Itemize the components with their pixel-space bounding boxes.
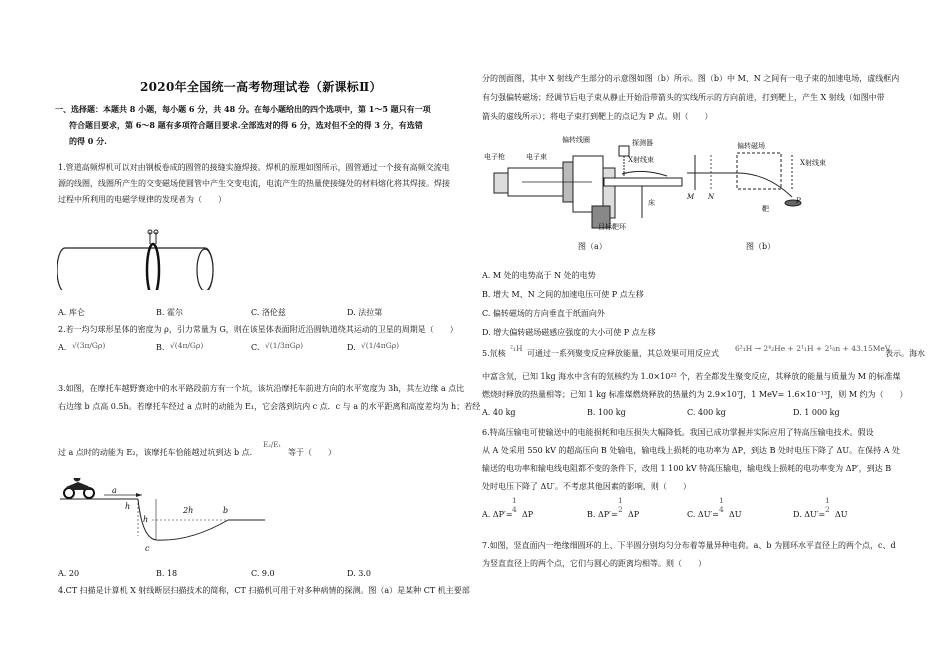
section-heading-line2: 符合题目要求，第 6～8 题有多项符合题目要求.全部选对的得 6 分，选对但不全的得 3 分，有选错 bbox=[69, 120, 423, 130]
q5-stem-start: 5.氘核 bbox=[482, 349, 506, 358]
q5-nuclide: ²₁H bbox=[510, 344, 523, 353]
fig-b-P-label: P bbox=[796, 197, 801, 205]
q4-option-d[interactable]: D. 增大偏转磁场磁感应强度的大小可使 P 点左移 bbox=[482, 328, 656, 337]
q6-line3: 输送的电功率和输电线电阻都不变的条件下，改用 1 100 kV 特高压输电，输电线上损耗的电功率变为 ΔP′，到达 B bbox=[482, 464, 892, 473]
q6-frac-c: 1 4 bbox=[719, 496, 724, 514]
fig-a-detector-label: 探测器 bbox=[632, 139, 653, 147]
q2-formula-c: √(1/3πGρ) bbox=[265, 341, 304, 350]
q3-line1: 3.如图，在摩托车越野赛途中的水平路段前方有一个坑，该坑沿摩托车前进方向的水平宽度为 3h，其左边缘 a 点比 bbox=[58, 384, 465, 393]
q3-option-d[interactable]: D. 3.0 bbox=[347, 569, 371, 578]
q2-option-b[interactable]: B. bbox=[156, 343, 165, 352]
q5-option-d[interactable]: D. 1 000 kg bbox=[793, 408, 840, 417]
fig-b-field-label: 偏转磁场 bbox=[737, 142, 765, 150]
page-title: 2020年全国统一高考物理试卷（新课标Ⅱ） bbox=[140, 80, 382, 94]
motorcycle-icon bbox=[64, 478, 94, 498]
fig-label-h1: h bbox=[125, 502, 131, 511]
ct-figure-b bbox=[687, 145, 827, 215]
q6-option-a-unit: ΔP bbox=[522, 510, 534, 519]
fig-a-coil-label: 偏转线圈 bbox=[562, 136, 590, 144]
q5-line4: 中富含氘，已知 1kg 海水中含有的氘核约为 1.0×10²² 个，若全都发生聚变反应，其释放的能量与质量为 M 的标准煤 bbox=[482, 372, 901, 381]
q7-line2: 为竖直直径上的两个点，它们与圆心的距离均相等。则（ ） bbox=[482, 559, 706, 568]
q2-option-d[interactable]: D. bbox=[347, 343, 356, 352]
fig-a-gun-label: 电子枪 bbox=[484, 153, 505, 161]
q2-option-a[interactable]: A. bbox=[58, 343, 67, 352]
q4-option-b[interactable]: B. 增大 M、N 之间的加速电压可使 P 点左移 bbox=[482, 290, 644, 299]
q5-option-b[interactable]: B. 100 kg bbox=[587, 408, 626, 417]
q3-line3: 过 a 点时的动能为 E₂，该摩托车恰能越过坑到达 b 点． bbox=[58, 448, 258, 457]
q2-option-c[interactable]: C. bbox=[251, 343, 260, 352]
q1-option-b[interactable]: B. 霍尔 bbox=[156, 308, 183, 317]
q5-option-c[interactable]: C. 400 kg bbox=[687, 408, 726, 417]
q6-option-d[interactable]: D. ΔU′= bbox=[793, 510, 826, 519]
q2-stem: 2.若一均匀球形星体的密度为 ρ，引力常量为 G，则在该星体表面附近沿圆轨道绕其运动的卫星的周期是（ ） bbox=[58, 325, 458, 334]
fig-b-target-label: 靶 bbox=[762, 205, 769, 213]
q4-line4: 箭头的虚线所示）；将电子束打到靶上的点记为 P 点。则（ ） bbox=[482, 112, 713, 121]
q3-option-a[interactable]: A. 20 bbox=[58, 569, 80, 578]
q3-option-c[interactable]: C. 9.0 bbox=[251, 569, 275, 578]
q6-frac-b: 1 2 bbox=[618, 496, 623, 514]
q1-option-d[interactable]: D. 法拉第 bbox=[347, 308, 383, 317]
q6-frac-d: 1 2 bbox=[825, 496, 830, 514]
q6-option-d-unit: ΔU bbox=[835, 510, 848, 519]
q4-option-c[interactable]: C. 偏转磁场的方向垂直于纸面向外 bbox=[482, 309, 605, 318]
q2-formula-d: √(1/4πGρ) bbox=[361, 341, 400, 350]
q5-equation: 6²₁H → 2⁴₂He + 2¹₁H + 2¹₀n + 43.15MeV bbox=[735, 344, 891, 353]
q4-line2: 分的剖面图，其中 X 射线产生部分的示意图如图（b）所示。图（b）中 M、N 之间有一电子束的加速电场，虚线框内 bbox=[482, 74, 900, 83]
q1-line2: 源的线圈，线圈所产生的交变磁场使圆管中产生交变电流，电流产生的热量使接缝处的材料熔化将其焊接。焊接 bbox=[58, 179, 450, 188]
fig-a-target-label: 目标靶环 bbox=[598, 223, 626, 231]
fig-label-h2: h bbox=[143, 515, 149, 524]
section-heading: 一、选择题：本题共 8 小题，每小题 6 分，共 48 分。在每小题给出的四个选项中，第 1～5 题只有一项 bbox=[55, 104, 431, 114]
fig-label-a: a bbox=[112, 486, 117, 495]
q3-line2: 右边缘 b 点高 0.5h。若摩托车经过 a 点时的动能为 E₁，它会落到坑内 c 点．c 与 a 的水平距离和高度差均为 h；若经 bbox=[58, 402, 481, 411]
q5-option-a[interactable]: A. 40 kg bbox=[482, 408, 516, 417]
welding-pipe-figure bbox=[57, 228, 222, 290]
q6-option-c-unit: ΔU bbox=[729, 510, 742, 519]
q5-line5: 燃烧时释放的热量相等；已知 1 kg 标准煤燃烧释放的热量约为 2.9×10⁷J，1 MeV= 1.6×10⁻¹³J，则 M 约为（ ） bbox=[482, 390, 908, 399]
q4-line1: 4.CT 扫描是计算机 X 射线断层扫描技术的简称，CT 扫描机可用于对多种病情的探测。图（a）是某种 CT 机主要部 bbox=[58, 586, 470, 595]
fig-b-caption: 图（b） bbox=[746, 242, 776, 251]
section-heading-line3: 的得 0 分. bbox=[69, 136, 107, 146]
fig-b-xray-label: X射线束 bbox=[800, 159, 826, 167]
q1-option-c[interactable]: C. 洛伦兹 bbox=[251, 308, 286, 317]
pit-figure bbox=[60, 478, 270, 558]
q2-formula-b: √(4π/Gρ) bbox=[170, 341, 204, 350]
fig-a-xray-label: X射线束 bbox=[628, 156, 654, 164]
q6-option-a[interactable]: A. ΔP′= bbox=[482, 510, 513, 519]
fig-label-c: c bbox=[145, 544, 150, 553]
q6-line2: 从 A 处采用 550 kV 的超高压向 B 处输电，输电线上损耗的电功率为 ΔP，到达 B 处时电压下降了 ΔU。在保持 A 处 bbox=[482, 446, 900, 455]
q6-option-b[interactable]: B. ΔP′= bbox=[587, 510, 618, 519]
fig-b-M-label: M bbox=[687, 193, 695, 201]
q4-option-a[interactable]: A. M 处的电势高于 N 处的电势 bbox=[482, 271, 596, 280]
q3-line4: 等于（ ） bbox=[288, 448, 336, 457]
fig-a-caption: 图（a） bbox=[578, 242, 607, 251]
fig-label-b: b bbox=[223, 506, 229, 515]
fig-a-beam-label: 电子束 bbox=[526, 153, 547, 161]
q1-line1: 1.管道高频焊机可以对由钢板卷成的圆管的接缝实施焊接。焊机的原理如图所示，圆管通过一个接有高频交流电 bbox=[58, 163, 450, 172]
q1-option-a[interactable]: A. 库仑 bbox=[58, 308, 85, 317]
q1-line3: 过程中所利用的电磁学规律的发现者为（ ） bbox=[58, 195, 226, 204]
ct-machine-figure-a bbox=[492, 138, 695, 238]
fig-a-bed-label: 床 bbox=[648, 199, 655, 207]
q3-ratio: E₂/E₁ bbox=[263, 441, 282, 449]
fig-b-N-label: N bbox=[708, 193, 715, 201]
fig-label-2h: 2h bbox=[183, 506, 194, 515]
q6-line4: 处时电压下降了 ΔU′。不考虑其他因素的影响，则（ ） bbox=[482, 482, 691, 491]
q7-line1: 7.如图，竖直面内一绝缘细圆环的上、下半圆分别均匀分布着等量异种电荷。a、b 为圆环水平直径上的两个点，c、d bbox=[482, 541, 896, 550]
q5-stem-mid: 可通过一系列聚变反应释放能量，其总效果可用反应式 bbox=[527, 349, 719, 358]
q6-option-c[interactable]: C. ΔU′= bbox=[687, 510, 719, 519]
q5-stem-end: 表示。海水 bbox=[885, 349, 925, 358]
q4-line3: 有匀强偏转磁场；经调节后电子束从静止开始沿带箭头的实线所示的方向前进，打到靶上，产生 X 射线（如图中带 bbox=[482, 93, 885, 102]
q6-frac-a: 1 4 bbox=[512, 496, 517, 514]
q6-option-b-unit: ΔP bbox=[628, 510, 640, 519]
q3-option-b[interactable]: B. 18 bbox=[156, 569, 178, 578]
q6-line1: 6.特高压输电可使输送中的电能损耗和电压损失大幅降低。我国已成功掌握并实际应用了特高压输电技术。假设 bbox=[482, 428, 874, 437]
q2-formula-a: √(3π/Gρ) bbox=[72, 341, 106, 350]
